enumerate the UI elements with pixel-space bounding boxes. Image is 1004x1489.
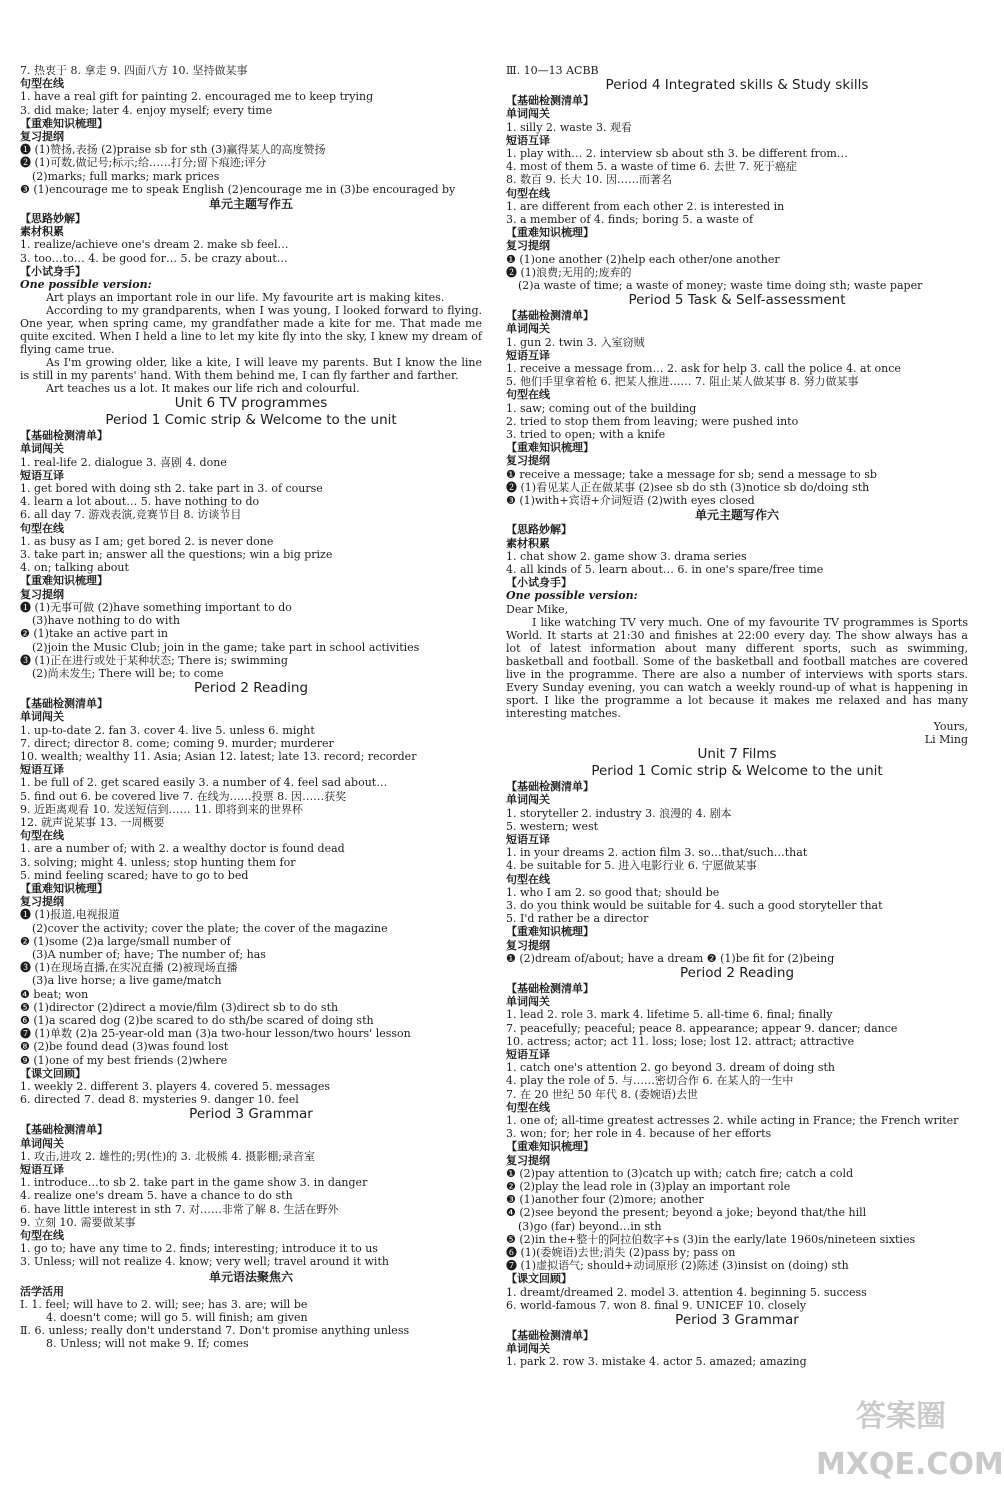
right-line-61: 【基础检测清单】 [506, 981, 594, 995]
right-line-65: 10. actress; actor; act 11. loss; lose; lost 12. attract; attractive [506, 1034, 855, 1048]
left-line-57: 【重难知识梳理】 [20, 881, 108, 895]
right-line-45: Period 1 Comic strip & Welcome to the unit [591, 763, 883, 780]
left-line-87: 活学活用 [20, 1284, 64, 1298]
right-line-3: 单词闯关 [506, 107, 550, 121]
right-line-56: 5. I'd rather be a director [506, 912, 649, 926]
right-line-22: 1. receive a message from… 2. ask for help 3. call the police 4. at once [506, 362, 901, 376]
left-line-60: (2)cover the activity; cover the plate; the cover of the magazine [32, 921, 388, 935]
right-line-30: ❶ receive a message; take a message for sb; send a message to sb [506, 467, 877, 481]
left-line-1: 句型在线 [20, 77, 64, 91]
right-line-53: 句型在线 [506, 872, 550, 886]
right-line-67: 1. catch one's attention 2. go beyond 3. dream of doing sth [506, 1061, 835, 1075]
left-line-51: 9. 近距离观看 10. 发送短信到…… 11. 即将到来的世界杯 [20, 802, 303, 816]
right-line-32: ❸ (1)with+宾语+介词短语 (2)with eyes closed [506, 494, 755, 508]
right-line-14: ❶ (1)one another (2)help each other/one another [506, 252, 780, 266]
right-line-41: I like watching TV very much. One of my favourite TV programmes is Sports World. It starts at 21:30 and finishes at 22:00 every day. The show always has a lot of latest information about many different sports, such as swimming, basketball and football. Some of the basketball and football matches are covered live in the programme. There are also a number of interviews with sports stars. Every Sunday evening, you can watch a weekly round-up of what is happening in sport. I like the programme a lot because it makes me relaxed and has many interesting matches. [506, 615, 968, 720]
right-line-52: 4. be suitable for 5. 进入电影行业 6. 宁愿做某事 [506, 859, 757, 873]
right-line-18: 【基础检测清单】 [506, 309, 594, 323]
left-line-86: 单元语法聚焦六 [208, 1269, 293, 1284]
left-line-22: Period 1 Comic strip & Welcome to the unit [105, 412, 397, 429]
left-line-47: 10. wealth; wealthy 11. Asia; Asian 12. latest; late 13. record; recorder [20, 749, 417, 763]
left-line-45: 1. up-to-date 2. fan 3. cover 4. live 5. unless 6. might [20, 723, 315, 737]
left-line-91: 8. Unless; will not make 9. If; comes [46, 1337, 249, 1351]
left-line-68: ❼ (1)单数 (2)a 25-year-old man (3)a two-hour lesson/two hours' lesson [20, 1027, 411, 1041]
left-line-62: (3)A number of; have; The number of; has [32, 947, 266, 961]
right-line-34: 【思路妙解】 [506, 523, 572, 537]
right-line-77: ❸ (1)another four (2)more; another [506, 1193, 704, 1207]
right-line-38: 【小试身手】 [506, 576, 572, 590]
right-line-43: Li Ming [924, 732, 968, 746]
right-line-57: 【重难知识梳理】 [506, 925, 594, 939]
left-line-13: 1. realize/achieve one's dream 2. make sb feel… [20, 238, 289, 252]
left-line-2: 1. have a real gift for painting 2. encouraged me to keep trying [20, 90, 374, 104]
left-line-77: 1. 攻击,进攻 2. 雄性的;男(性)的 3. 北极熊 4. 摄影棚;录音室 [20, 1149, 315, 1163]
left-line-84: 1. go to; have any time to 2. finds; interesting; introduce it to us [20, 1242, 378, 1256]
right-line-48: 1. storyteller 2. industry 3. 浪漫的 4. 剧本 [506, 806, 732, 820]
right-line-17: Period 5 Task & Self-assessment [628, 292, 846, 309]
right-line-88: 单词闯关 [506, 1342, 550, 1356]
left-line-23: 【基础检测清单】 [20, 429, 108, 443]
left-line-37: (3)have nothing to do with [32, 614, 180, 628]
left-line-74: Period 3 Grammar [189, 1106, 313, 1123]
right-line-35: 素材积累 [506, 536, 550, 550]
left-line-89: 4. doesn't come; will go 5. will finish; am given [46, 1311, 308, 1325]
left-column [20, 64, 482, 1351]
right-line-23: 5. 他们手里拿着枪 6. 把某人推进…… 7. 阻止某人做某事 8. 努力做某事 [506, 375, 859, 389]
right-line-49: 5. western; west [506, 819, 599, 833]
left-line-14: 3. too…to… 4. be good for… 5. be crazy about… [20, 251, 288, 265]
right-line-81: ❻ (1)(委婉语)去世;消失 (2)pass by; pass on [506, 1246, 736, 1260]
right-line-8: 8. 数百 9. 长大 10. 因……而著名 [506, 173, 672, 187]
left-line-50: 5. find out 6. be covered live 7. 在线为……投票 8. 因……获奖 [20, 789, 347, 803]
right-line-86: Period 3 Grammar [675, 1312, 799, 1329]
left-line-46: 7. direct; director 8. come; coming 9. murder; murderer [20, 736, 334, 750]
right-column [506, 64, 968, 1369]
right-line-26: 2. tried to stop them from leaving; were pushed into [506, 414, 799, 428]
right-line-27: 3. tried to open; with a knife [506, 428, 666, 442]
right-line-21: 短语互译 [506, 348, 550, 362]
left-line-80: 4. realize one's dream 5. have a chance to do sth [20, 1189, 293, 1203]
left-line-58: 复习提纲 [20, 895, 64, 909]
right-line-1: Period 4 Integrated skills & Study skills [605, 77, 869, 94]
left-line-73: 6. directed 7. dead 8. mysteries 9. danger 10. feel [20, 1093, 299, 1107]
right-line-66: 短语互译 [506, 1047, 550, 1061]
right-line-6: 1. play with… 2. interview sb about sth 3. be different from… [506, 147, 848, 161]
left-line-43: 【基础检测清单】 [20, 697, 108, 711]
right-line-29: 复习提纲 [506, 454, 550, 468]
right-line-58: 复习提纲 [506, 938, 550, 952]
left-line-24: 单词闯关 [20, 442, 64, 456]
right-line-60: Period 2 Reading [679, 964, 795, 981]
right-line-19: 单词闯关 [506, 322, 550, 336]
left-line-38: ❷ (1)take an active part in [20, 627, 168, 641]
left-line-79: 1. introduce…to sb 2. take part in the game show 3. in danger [20, 1176, 368, 1190]
right-line-82: ❼ (1)虚拟语气; should+动词原形 (2)陈述 (3)insist on (doing) sth [506, 1259, 849, 1273]
watermark-logo: 答案圈 MXQE.COM [816, 1399, 1004, 1482]
left-line-6: ❶ (1)赞扬,表扬 (2)praise sb for sth (3)赢得某人的高度赞扬 [20, 143, 326, 157]
left-line-53: 句型在线 [20, 829, 64, 843]
left-line-40: ❸ (1)正在进行或处于某种状态; There is; swimming [20, 653, 288, 667]
right-line-31: ❷ (1)看见某人正在做某事 (2)see sb do sth (3)notice sb do/doing sth [506, 480, 870, 494]
left-line-25: 1. real-life 2. dialogue 3. 喜剧 4. done [20, 455, 227, 469]
left-line-19: As I'm growing older, like a kite, I will leave my parents. But I know the line is still in my parents' hand. With them behind me, I can fly farther and farther. [20, 356, 482, 383]
left-line-10: 单元主题写作五 [208, 197, 293, 212]
left-line-44: 单词闯关 [20, 710, 64, 724]
right-line-46: 【基础检测清单】 [506, 780, 594, 794]
right-line-12: 【重难知识梳理】 [506, 226, 594, 240]
left-line-8: (2)marks; full marks; mark prices [32, 169, 220, 183]
right-line-7: 4. most of them 5. a waste of time 6. 去世 7. 死于癌症 [506, 160, 797, 174]
left-line-71: 【课文回顾】 [20, 1066, 86, 1080]
right-line-55: 3. do you think would be suitable for 4. such a good storyteller that [506, 898, 883, 912]
left-line-85: 3. Unless; will not realize 4. know; very well; travel around it with [20, 1255, 389, 1269]
right-line-4: 1. silly 2. waste 3. 观看 [506, 120, 632, 134]
left-line-16: One possible version: [20, 278, 152, 292]
left-line-39: (2)join the Music Club; join in the game; take part in school activities [32, 640, 420, 654]
left-line-66: ❺ (1)director (2)direct a movie/film (3)direct sb to do sth [20, 1000, 339, 1014]
left-line-82: 9. 立刻 10. 需要做某事 [20, 1215, 136, 1229]
right-line-37: 4. all kinds of 5. learn about… 6. in one's spare/free time [506, 562, 824, 576]
right-line-9: 句型在线 [506, 186, 550, 200]
right-line-11: 3. a member of 4. finds; boring 5. a waste of [506, 213, 754, 227]
right-line-74: 复习提纲 [506, 1153, 550, 1167]
right-line-68: 4. play the role of 5. 与……密切合作 6. 在某人的一生中 [506, 1074, 794, 1088]
left-line-48: 短语互译 [20, 763, 64, 777]
left-line-9: ❸ (1)encourage me to speak English (2)encourage me in (3)be encouraged by [20, 182, 456, 196]
left-line-90: Ⅱ. 6. unless; really don't understand 7. Don't promise anything unless [20, 1324, 410, 1338]
left-line-49: 1. be full of 2. get scared easily 3. a number of 4. feel sad about… [20, 776, 388, 790]
right-line-89: 1. park 2. row 3. mistake 4. actor 5. amazed; amazing [506, 1355, 807, 1369]
left-line-11: 【思路妙解】 [20, 212, 86, 226]
right-line-84: 1. dreamt/dreamed 2. model 3. attention 4. beginning 5. success [506, 1285, 867, 1299]
right-line-78: ❹ (2)see beyond the present; beyond a joke; beyond that/the hill [506, 1206, 867, 1220]
right-line-42: Yours, [933, 719, 968, 733]
left-line-28: 4. learn a lot about… 5. have nothing to do [20, 495, 260, 509]
right-line-59: ❶ (2)dream of/about; have a dream ❷ (1)be fit for (2)being [506, 951, 835, 965]
left-line-56: 5. mind feeling scared; have to go to bed [20, 868, 249, 882]
right-line-5: 短语互译 [506, 133, 550, 147]
left-line-29: 6. all day 7. 游戏表演,竞赛节目 8. 访谈节目 [20, 508, 242, 522]
left-line-81: 6. have little interest in sth 7. 对……非常了解 8. 生活在野外 [20, 1202, 339, 1216]
left-line-15: 【小试身手】 [20, 264, 86, 278]
left-line-30: 句型在线 [20, 521, 64, 535]
left-line-76: 单词闯关 [20, 1136, 64, 1150]
left-line-72: 1. weekly 2. different 3. players 4. covered 5. messages [20, 1080, 330, 1093]
left-line-26: 短语互译 [20, 468, 64, 482]
left-line-75: 【基础检测清单】 [20, 1123, 108, 1137]
right-line-13: 复习提纲 [506, 239, 550, 253]
right-line-80: ❺ (2)in the+整十的阿拉伯数字+s (3)in the early/late 1960s/nineteen sixties [506, 1232, 916, 1246]
right-line-15: ❷ (1)浪费;无用的;废弃的 [506, 265, 632, 279]
right-line-39: One possible version: [506, 589, 638, 603]
left-line-7: ❷ (1)可数,做记号;标示;给……打分;留下痕迹;评分 [20, 156, 267, 170]
left-line-3: 3. did make; later 4. enjoy myself; every time [20, 103, 273, 117]
left-line-41: (2)尚未发生; There will be; to come [32, 666, 224, 680]
left-line-4: 【重难知识梳理】 [20, 116, 108, 130]
right-line-73: 【重难知识梳理】 [506, 1140, 594, 1154]
right-line-10: 1. are different from each other 2. is interested in [506, 199, 785, 213]
left-line-17: Art plays an important role in our life. My favourite art is making kites. [46, 291, 445, 305]
right-line-20: 1. gun 2. twin 3. 入室窃贼 [506, 335, 645, 349]
left-line-54: 1. are a number of; with 2. a wealthy doctor is found dead [20, 842, 345, 856]
left-line-31: 1. as busy as I am; get bored 2. is never done [20, 534, 274, 548]
left-line-36: ❶ (1)无事可做 (2)have something important to do [20, 600, 292, 614]
right-line-83: 【课文回顾】 [506, 1272, 572, 1286]
left-line-21: Unit 6 TV programmes [174, 395, 328, 412]
left-line-18: According to my grandparents, when I was young, I looked forward to flying. One year, when spring came, my grandfather made a kite for me. That made me quite excited. When I held a line to let my kite fly into the sky, I knew my dream of flying came true. [20, 304, 482, 357]
right-line-70: 句型在线 [506, 1100, 550, 1114]
left-line-83: 句型在线 [20, 1229, 64, 1243]
right-line-47: 单词闯关 [506, 793, 550, 807]
right-line-76: ❷ (2)play the lead role in (3)play an important role [506, 1180, 791, 1194]
right-line-2: 【基础检测清单】 [506, 94, 594, 108]
right-line-40: Dear Mike, [506, 602, 569, 616]
left-line-70: ❾ (1)one of my best friends (2)where [20, 1053, 228, 1067]
right-line-71: 1. one of; all-time greatest actresses 2. while acting in France; the French writer [506, 1114, 959, 1127]
left-line-78: 短语互译 [20, 1163, 64, 1177]
left-line-55: 3. solving; might 4. unless; stop hunting them for [20, 855, 296, 869]
left-line-12: 素材积累 [20, 225, 64, 239]
right-line-33: 单元主题写作六 [694, 508, 779, 523]
right-line-51: 1. in your dreams 2. action film 3. so…that/such…that [506, 846, 808, 860]
left-line-33: 4. on; talking about [20, 561, 129, 575]
right-line-62: 单词闯关 [506, 995, 550, 1009]
left-line-32: 3. take part in; answer all the questions; win a big prize [20, 548, 333, 562]
right-line-36: 1. chat show 2. game show 3. drama series [506, 549, 747, 563]
left-line-52: 12. 就声说某事 13. 一周概要 [20, 815, 165, 829]
left-line-27: 1. get bored with doing sth 2. take part in 3. of course [20, 482, 323, 496]
right-line-79: (3)go (far) beyond…in sth [518, 1219, 662, 1233]
right-line-69: 7. 在 20 世纪 50 年代 8. (委婉语)去世 [506, 1087, 699, 1101]
left-line-42: Period 2 Reading [193, 680, 309, 697]
right-line-54: 1. who I am 2. so good that; should be [506, 885, 720, 899]
right-line-72: 3. won; for; her role in 4. because of her efforts [506, 1127, 772, 1141]
right-line-87: 【基础检测清单】 [506, 1329, 594, 1343]
right-line-25: 1. saw; coming out of the building [506, 401, 697, 415]
right-line-75: ❶ (2)pay attention to (3)catch up with; catch fire; catch a cold [506, 1166, 854, 1180]
left-line-35: 复习提纲 [20, 587, 64, 601]
right-line-24: 句型在线 [506, 388, 550, 402]
right-line-64: 7. peacefully; peaceful; peace 8. appearance; appear 9. dancer; dance [506, 1021, 898, 1035]
right-line-85: 6. world-famous 7. won 8. final 9. UNICEF 10. closely [506, 1298, 807, 1312]
right-line-50: 短语互译 [506, 832, 550, 846]
right-line-28: 【重难知识梳理】 [506, 441, 594, 455]
right-line-0: Ⅲ. 10—13 ACBB [506, 64, 599, 77]
left-line-64: (3)a live horse; a live game/match [32, 974, 222, 988]
right-line-63: 1. lead 2. role 3. mark 4. lifetime 5. all-time 6. final; finally [506, 1008, 833, 1022]
left-line-61: ❷ (1)some (2)a large/small number of [20, 934, 231, 948]
left-line-65: ❹ beat; won [20, 987, 89, 1001]
left-line-34: 【重难知识梳理】 [20, 574, 108, 588]
left-line-67: ❻ (1)a scared dog (2)be scared to do sth/be scared of doing sth [20, 1013, 374, 1027]
left-line-59: ❶ (1)报道,电视报道 [20, 908, 120, 922]
left-line-63: ❸ (1)在现场直播,在实况直播 (2)被现场直播 [20, 961, 238, 975]
left-line-88: Ⅰ. 1. feel; will have to 2. will; see; has 3. are; will be [20, 1297, 308, 1311]
left-line-0: 7. 热衷于 8. 拿走 9. 四面八方 10. 坚持做某事 [20, 64, 248, 77]
right-line-44: Unit 7 Films [697, 746, 777, 763]
left-line-5: 复习提纲 [20, 130, 64, 144]
right-line-16: (2)a waste of time; a waste of money; waste time doing sth; waste paper [518, 279, 923, 293]
left-line-69: ❽ (2)be found dead (3)was found lost [20, 1040, 229, 1054]
left-line-20: Art teaches us a lot. It makes our life rich and colourful. [46, 382, 360, 396]
